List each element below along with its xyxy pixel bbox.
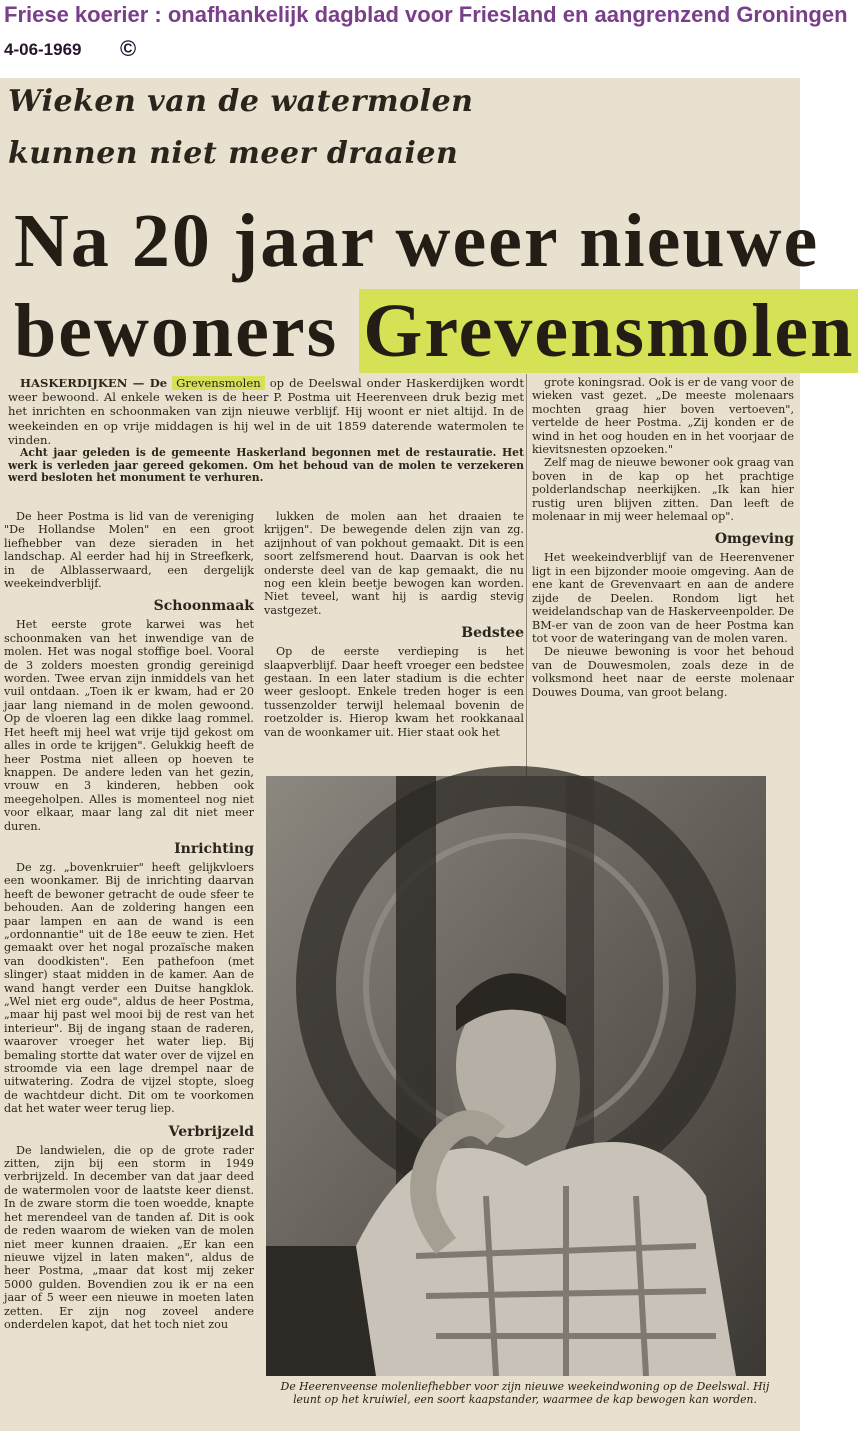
kicker-line-1: Wieken van de watermolen: [8, 84, 474, 119]
intro-highlight: Grevensmolen: [172, 376, 265, 390]
column-3: [532, 376, 794, 780]
subheading-schoonmaak: Schoonmaak: [153, 598, 254, 615]
intro-paragraph: [8, 376, 524, 508]
publication-date: 4-06-1969: [4, 40, 82, 59]
intro-bold: Acht jaar geleden is de gemeente Haskerland begonnen met de restauratie. Het werk is verleden jaar gereed gekomen. Om het behoud van de molen te verzekeren werd besloten het monument te verhuren.: [8, 446, 524, 485]
col3-paragraph-4: De nieuwe bewoning is voor het behoud van de Douwesmolen, zoals deze in de volksmond heet naar de eerste molenaar Douwes Douma, van groot belang.: [532, 645, 794, 699]
headline-text: bewoners: [14, 289, 360, 373]
copyright-icon[interactable]: ©: [120, 36, 137, 61]
headline-line-2: [14, 288, 858, 375]
headline-highlight: Grevensmolen: [359, 289, 858, 373]
subheading-verbrijzeld: Verbrijzeld: [168, 1123, 254, 1140]
column-divider: [526, 374, 527, 780]
column-1: [4, 510, 254, 1430]
photo-caption: De Heerenveense molenliefhebber voor zijn nieuwe weekeindwoning op de Deelswal. Hij leunt op het kruiwiel, een soort kaapstander, waarmee de kap bewogen kan worden.: [280, 1380, 770, 1406]
col1-paragraph-1: De heer Postma is lid van de vereniging "De Hollandse Molen" en een groot liefhebber van deze sieraden in het landschap. Al eerder had hij in Streefkerk, in de Alblasserwaard, een dergelijk weekeindverblijf.: [4, 510, 254, 591]
kicker-line-2: kunnen niet meer draaien: [8, 136, 459, 171]
subheading-omgeving: Omgeving: [714, 531, 794, 548]
col1-paragraph-2: Het eerste grote karwei was het schoonmaken van het inwendige van de molen. Het was nogal stoffige boel. Vooral de 3 zolders moesten grondig gereinigd worden. Twee ervan zijn inmiddels van het vuil ontdaan. „Toen ik er kwam, had er 20 jaar lang niemand in de molen gewoond. Op de vloeren lag een dikke laag rommel. Het heeft mij heel wat vrije tijd gekost om alles in orde te krijgen". Gelukkig heeft de heer Postma niet alleen op hoeven te knappen. De andere leden van het gezin, vrouw en 3 kinderen, hebben ook meegeholpen. Alles is momenteel nog niet voor elkaar, maar lang zal dit niet meer duren.: [4, 618, 254, 833]
headline-line-1: Na 20 jaar weer nieuwe: [14, 199, 820, 283]
col3-paragraph-3: Het weekeindverblijf van de Heerenvener ligt in een bijzonder mooie omgeving. Aan de ene kant de Grevenvaart en aan de andere zijde de Deelen. Rondom ligt het weidelandschap van de Haskerveenpolder. De BM-er van de zoon van de heer Postma kan tot voor de wateringang van de molen varen.: [532, 551, 794, 645]
dateline: HASKERDIJKEN — De: [20, 376, 168, 390]
column-2: [264, 510, 524, 780]
viewer-header: [0, 0, 848, 76]
subheading-inrichting: Inrichting: [174, 840, 254, 857]
intro-text: op de Deelswal onder Haskerdijken wordt weer bewoond. Al enkele weken is de heer P. Postma uit Heerenveen druk bezig met het inrichten en schoonmaken van zijn nieuwe verblijf. Hij woont er niet altijd. In de weekeinden en op vrije middagen is hij wel in de uit 1859 daterende watermolen te vinden.: [8, 376, 525, 447]
col3-paragraph-2: Zelf mag de nieuwe bewoner ook graag van boven in de kap op het prachtige polderlandschap neerkijken. „Ik kan hier rustig uren blijven zitten. Dan leeft de molenaar in mij weer helemaal op".: [532, 456, 794, 524]
subheading-bedstee: Bedstee: [461, 625, 524, 642]
col1-paragraph-3: De zg. „bovenkruier" heeft gelijkvloers een woonkamer. Bij de inrichting daarvan heeft de bewoner getracht de oude sfeer te behouden. Aan de zoldering hangen een paar lampen en aan de wand is een „ordonnantie" uit de 18e eeuw te zien. Het gemaakt over het nogal prozaïsche maken van doodkisten". Een pathefoon (met slinger) staat midden in de kamer. Aan de wand hangt verder een Duitse hangklok. „Wel niet erg oude", aldus de heer Postma, „maar hij past wel mooi bij de rest van het interieur". Bij de ingang staan de raderen, waarover vroeger het water liep. Bij bemaling stortte dat water over de vijzel en stroomde via een lage drempel naar de uitwatering. Zodra de vijzel stopte, sloeg de wachtdeur dicht. Dit om te voorkomen dat het water weer terug liep.: [4, 860, 254, 1116]
article-photo: [266, 776, 766, 1376]
col2-paragraph-1: lukken de molen aan het draaien te krijgen". De bewegende delen zijn van zg. azijnhout of van pokhout gemaakt. Dit is een soort zelfsmerend hout. Daarvan is ook het onderste deel van de kap gemaakt, die nu nog een klein beetje bewogen kan worden. Niet teveel, want hij is aardig stevig vastgezet.: [264, 510, 524, 617]
col3-paragraph-1: grote koningsrad. Ook is er de vang voor de wieken vast gezet. „De meeste molenaars mochten graag hier boven vertoeven", vertelde de heer Postma. „Zij konden er de wind in het oog houden en in het voorjaar de kievitsnesten opzoeken.": [532, 376, 794, 457]
newspaper-title[interactable]: Friese koerier : onafhankelijk dagblad voor Friesland en aangrenzend Groningen: [4, 2, 848, 27]
newspaper-clipping: [0, 78, 855, 1431]
col1-paragraph-4: De landwielen, die op de grote rader zitten, zijn bij een storm in 1949 verbrijzeld. In december van dat jaar deed de watermolen voor de laatste keer dienst. In de zware storm die toen woedde, knapte het merendeel van de tanden af. Dit is ook de reden waarom de wieken van de molen niet meer kunnen draaien. „Er kan een nieuwe vijzel in laten maken", aldus de heer Postma, „maar dat kost mij zeker 5000 gulden. Bovendien zou ik er na een jaar of 5 weer een nieuwe in moeten laten zetten. Er zijn nog zoveel andere onderdelen kapot, dat het toch niet zou: [4, 1143, 254, 1331]
photo-illustration: [266, 776, 766, 1376]
col2-paragraph-2: Op de eerste verdieping is het slaapverblijf. Daar heeft vroeger een bedstee gestaan. In een later stadium is die echter weer gesloopt. Enkele treden hoger is een tussenzolder terwijl helemaal bovenin de roetzolder is. Hierop kwam het rookkanaal van de woonkamer uit. Hier staat ook het: [264, 645, 524, 739]
